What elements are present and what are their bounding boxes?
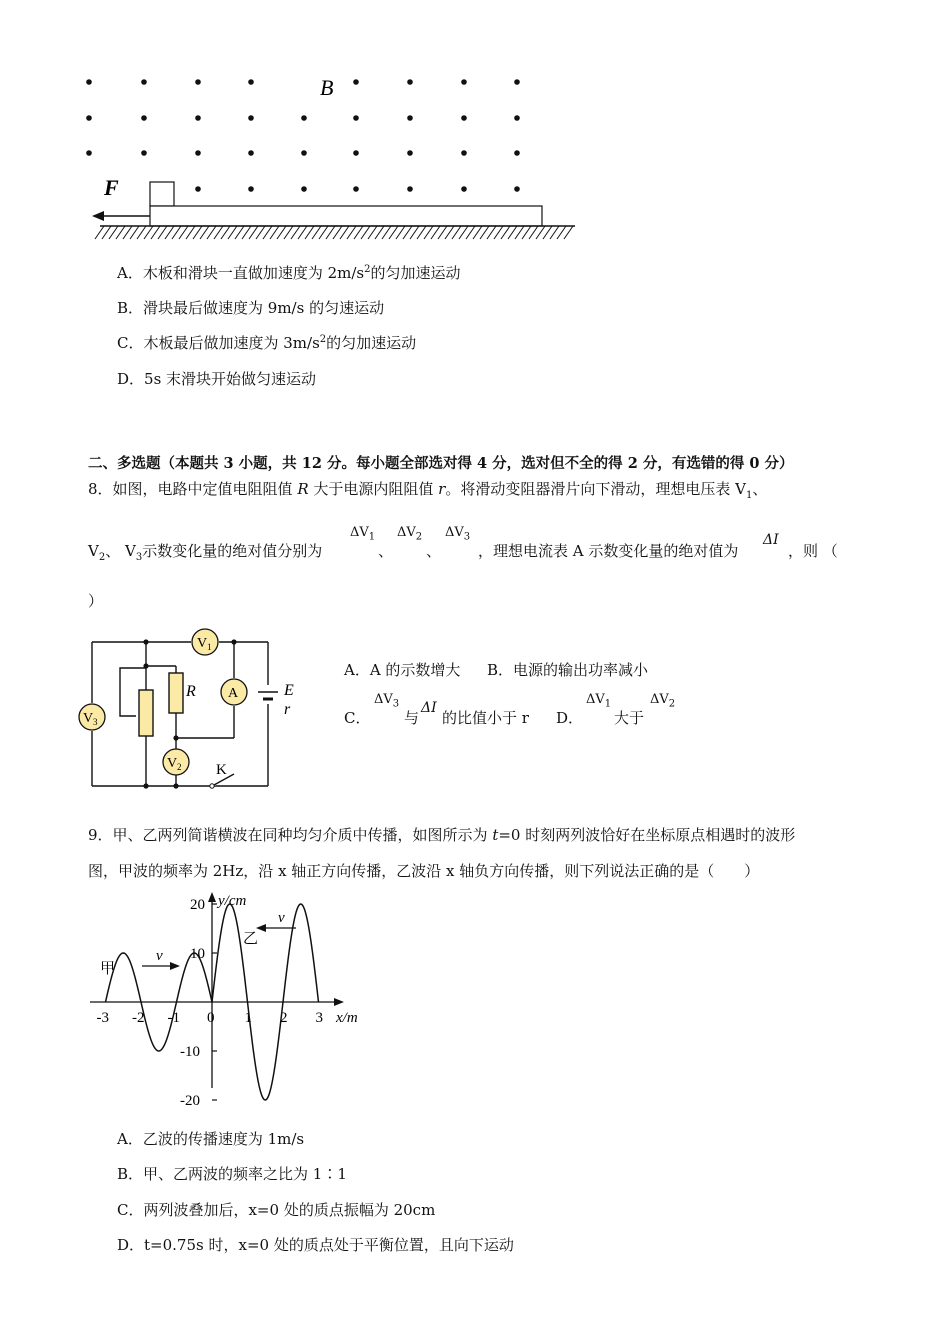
label-r-internal: r <box>284 701 291 718</box>
hatch-line <box>242 226 251 239</box>
field-dot <box>407 150 413 156</box>
q8-option-c-with: 与 <box>404 709 420 727</box>
hatch-line <box>123 226 132 239</box>
field-dot <box>514 186 520 192</box>
hatch-line <box>424 226 433 239</box>
field-dot <box>86 115 92 121</box>
hatch-line <box>277 226 286 239</box>
hatch-line <box>403 226 412 239</box>
hatch-line <box>151 226 160 239</box>
hatch-line <box>382 226 391 239</box>
hatch-line <box>137 226 146 239</box>
hatch-line <box>130 226 139 239</box>
x-tick-label: -1 <box>167 1010 180 1026</box>
field-dot <box>141 115 147 121</box>
hatch-line <box>326 226 335 239</box>
hatch-line <box>480 226 489 239</box>
field-label-b: B <box>320 75 334 100</box>
hatch-line <box>494 226 503 239</box>
hatch-line <box>179 226 188 239</box>
hatch-line <box>557 226 566 239</box>
meter-a <box>221 679 247 705</box>
hatch-line <box>564 226 573 239</box>
x-tick-label: -3 <box>96 1010 109 1026</box>
q7-option-d[interactable]: D．5s 末滑块开始做匀速运动 <box>117 370 317 388</box>
hatch-line <box>529 226 538 239</box>
hatch-line <box>186 226 195 239</box>
field-dot <box>86 79 92 85</box>
q8-delta-v2: $\Delta V_2$ <box>397 525 423 543</box>
hatch-line <box>270 226 279 239</box>
hatch-line <box>536 226 545 239</box>
force-arrowhead <box>92 211 104 221</box>
hatch-line <box>200 226 209 239</box>
hatch-line <box>410 226 419 239</box>
hatch-line <box>445 226 454 239</box>
hatch-line <box>508 226 517 239</box>
q8-delta-v3: $\Delta V_3$ <box>445 525 471 543</box>
hatch-line <box>263 226 272 239</box>
q8-option-d-greater: 大于 <box>614 709 645 727</box>
hatch-line <box>298 226 307 239</box>
field-dot <box>461 115 467 121</box>
figure-wave-graph <box>86 888 376 1109</box>
hatch-line <box>256 226 265 239</box>
x-tick-label: 3 <box>315 1010 323 1026</box>
hatch-line <box>473 226 482 239</box>
field-dot <box>301 150 307 156</box>
field-dot <box>141 79 147 85</box>
field-dot <box>86 150 92 156</box>
q8-option-c-di: ΔI <box>421 700 437 716</box>
hatch-line <box>214 226 223 239</box>
q8-stem-line-3: ） <box>88 592 104 610</box>
q9-option-c[interactable]: C．两列波叠加后，x=0 处的质点振幅为 20cm <box>117 1201 436 1219</box>
q8-stem-line-2c: ，则 （ <box>788 542 838 560</box>
x-tick-label: 0 <box>207 1010 215 1026</box>
svg-text:2: 2 <box>177 762 182 772</box>
hatch-line <box>389 226 398 239</box>
y-tick-label: -20 <box>180 1093 200 1109</box>
section-2-heading: 二、多选题（本题共 3 小题，共 12 分。每小题全部选对得 4 分，选对但不全的得 2 分，有选错的得 0 分） <box>88 455 794 472</box>
q8-sep-2: 、 <box>426 542 442 560</box>
hatch-line <box>291 226 300 239</box>
hatch-line <box>550 226 559 239</box>
label-v-jia: v <box>156 948 163 964</box>
field-dot <box>461 150 467 156</box>
y-tick-label: -10 <box>180 1044 200 1060</box>
svg-text:V: V <box>167 756 178 771</box>
q8-stem-line-2: $V_2$、 $V_3$示数变化量的绝对值分别为 <box>88 542 323 563</box>
hatch-line <box>431 226 440 239</box>
svg-text:V: V <box>197 636 208 651</box>
q7-option-c[interactable]: C．木板最后做加速度为 $3m/s^2$的匀加速运动 <box>117 334 417 352</box>
q9-option-a[interactable]: A．乙波的传播速度为 1m/s <box>117 1130 305 1148</box>
hatch-line <box>368 226 377 239</box>
hatch-line <box>95 226 104 239</box>
svg-text:A: A <box>228 686 239 701</box>
hatch-line <box>109 226 118 239</box>
q8-option-c-tail: 的比值小于 r <box>442 709 529 727</box>
field-dot <box>407 186 413 192</box>
field-dot <box>461 186 467 192</box>
q7-option-b[interactable]: B．滑块最后做速度为 9m/s 的匀速运动 <box>117 299 385 317</box>
x-tick-label: 1 <box>244 1010 252 1026</box>
q8-stem-line-1: 8．如图，电路中定值电阻阻值 R 大于电源内阻阻值 r。将滑动变阻器滑片向下滑动，理想电压表 $V_1$、 <box>88 480 768 501</box>
hatch-line <box>144 226 153 239</box>
field-dot <box>141 150 147 156</box>
hatch-line <box>249 226 258 239</box>
field-dot <box>195 115 201 121</box>
hatch-line <box>361 226 370 239</box>
hatch-line <box>543 226 552 239</box>
q8-sep-1: 、 <box>378 542 394 560</box>
label-r-resistor: R <box>186 683 196 700</box>
q8-option-c[interactable]: C． <box>344 709 371 727</box>
ground-hatch <box>95 226 573 239</box>
q8-stem-line-2b: ，理想电流表 A 示数变化量的绝对值为 <box>478 542 739 560</box>
q9-stem-line-1: 9．甲、乙两列简谐横波在同种均匀介质中传播，如图所示为 t=0 时刻两列波恰好在坐标原点相遇时的波形 <box>88 826 796 844</box>
label-jia: 甲 <box>100 961 116 977</box>
hatch-line <box>340 226 349 239</box>
q8-option-d-dv1: $\Delta V_1$ <box>586 692 612 710</box>
label-k: K <box>216 762 227 778</box>
hatch-line <box>116 226 125 239</box>
field-dot <box>353 115 359 121</box>
slider-block <box>150 182 174 206</box>
force-label-f: F <box>104 175 119 200</box>
hatch-line <box>172 226 181 239</box>
label-v-yi: v <box>278 910 285 926</box>
svg-text:1: 1 <box>207 642 212 652</box>
field-dot <box>195 79 201 85</box>
axis-ticks <box>97 897 324 1109</box>
hatch-line <box>417 226 426 239</box>
field-dot <box>195 150 201 156</box>
x-tick-label: 2 <box>280 1010 288 1026</box>
figure-board-in-field <box>80 65 590 245</box>
q8-option-c-dv3: $\Delta V_3$ <box>374 692 400 710</box>
hatch-line <box>522 226 531 239</box>
hatch-line <box>487 226 496 239</box>
hatch-line <box>158 226 167 239</box>
q8-delta-v1: $\Delta V_1$ <box>350 525 376 543</box>
y-tick-label: 10 <box>190 946 205 962</box>
field-dot <box>248 115 254 121</box>
field-dot <box>248 79 254 85</box>
hatch-line <box>452 226 461 239</box>
hatch-line <box>459 226 468 239</box>
hatch-line <box>515 226 524 239</box>
q8-option-b[interactable]: B．电源的输出功率减小 <box>487 661 649 679</box>
field-dot <box>353 186 359 192</box>
hatch-line <box>228 226 237 239</box>
svg-text:3: 3 <box>93 717 98 727</box>
field-dot <box>248 150 254 156</box>
hatch-line <box>354 226 363 239</box>
field-dot <box>195 186 201 192</box>
hatch-line <box>102 226 111 239</box>
hatch-line <box>333 226 342 239</box>
field-dot <box>407 79 413 85</box>
meter-v1 <box>192 629 218 655</box>
y-axis-label: y/cm <box>218 893 247 909</box>
hatch-line <box>193 226 202 239</box>
field-dot <box>301 115 307 121</box>
q8-delta-i: ΔI <box>763 532 779 548</box>
hatch-line <box>466 226 475 239</box>
field-dot <box>353 79 359 85</box>
hatch-line <box>312 226 321 239</box>
hatch-line <box>438 226 447 239</box>
hatch-line <box>375 226 384 239</box>
hatch-line <box>501 226 510 239</box>
q8-option-a[interactable]: A．A 的示数增大 <box>344 661 461 679</box>
x-tick-label: -2 <box>132 1010 145 1026</box>
label-yi: 乙 <box>243 931 259 947</box>
field-dot <box>248 186 254 192</box>
hatch-line <box>207 226 216 239</box>
field-dot <box>461 79 467 85</box>
field-dots <box>86 79 520 192</box>
q8-option-d-dv2: $\Delta V_2$ <box>650 692 676 710</box>
q9-stem-line-2: 图，甲波的频率为 2Hz，沿 x 轴正方向传播，乙波沿 x 轴负方向传播，则下列说法正确的是（ ） <box>88 862 760 880</box>
board <box>150 206 542 226</box>
q7-option-a[interactable]: A．木板和滑块一直做加速度为 $2m/s^2$的匀加速运动 <box>117 264 461 282</box>
figure-circuit <box>74 628 314 800</box>
field-dot <box>514 79 520 85</box>
meter-v2 <box>163 749 189 775</box>
field-dot <box>514 115 520 121</box>
meter-v3 <box>79 704 105 730</box>
label-e: E <box>284 682 294 699</box>
q8-option-d[interactable]: D． <box>556 709 584 727</box>
hatch-line <box>347 226 356 239</box>
hatch-line <box>221 226 230 239</box>
q9-option-d[interactable]: D．t=0.75s 时，x=0 处的质点处于平衡位置，且向下运动 <box>117 1236 514 1254</box>
hatch-line <box>319 226 328 239</box>
hatch-line <box>284 226 293 239</box>
x-axis-label: x/m <box>336 1010 358 1026</box>
q9-option-b[interactable]: B．甲、乙两波的频率之比为 1∶1 <box>117 1165 347 1183</box>
hatch-line <box>305 226 314 239</box>
field-dot <box>301 186 307 192</box>
hatch-line <box>235 226 244 239</box>
field-dot <box>407 115 413 121</box>
field-dot <box>353 150 359 156</box>
svg-text:V: V <box>83 711 94 726</box>
hatch-line <box>165 226 174 239</box>
hatch-line <box>396 226 405 239</box>
y-tick-label: 20 <box>190 897 205 913</box>
field-dot <box>514 150 520 156</box>
